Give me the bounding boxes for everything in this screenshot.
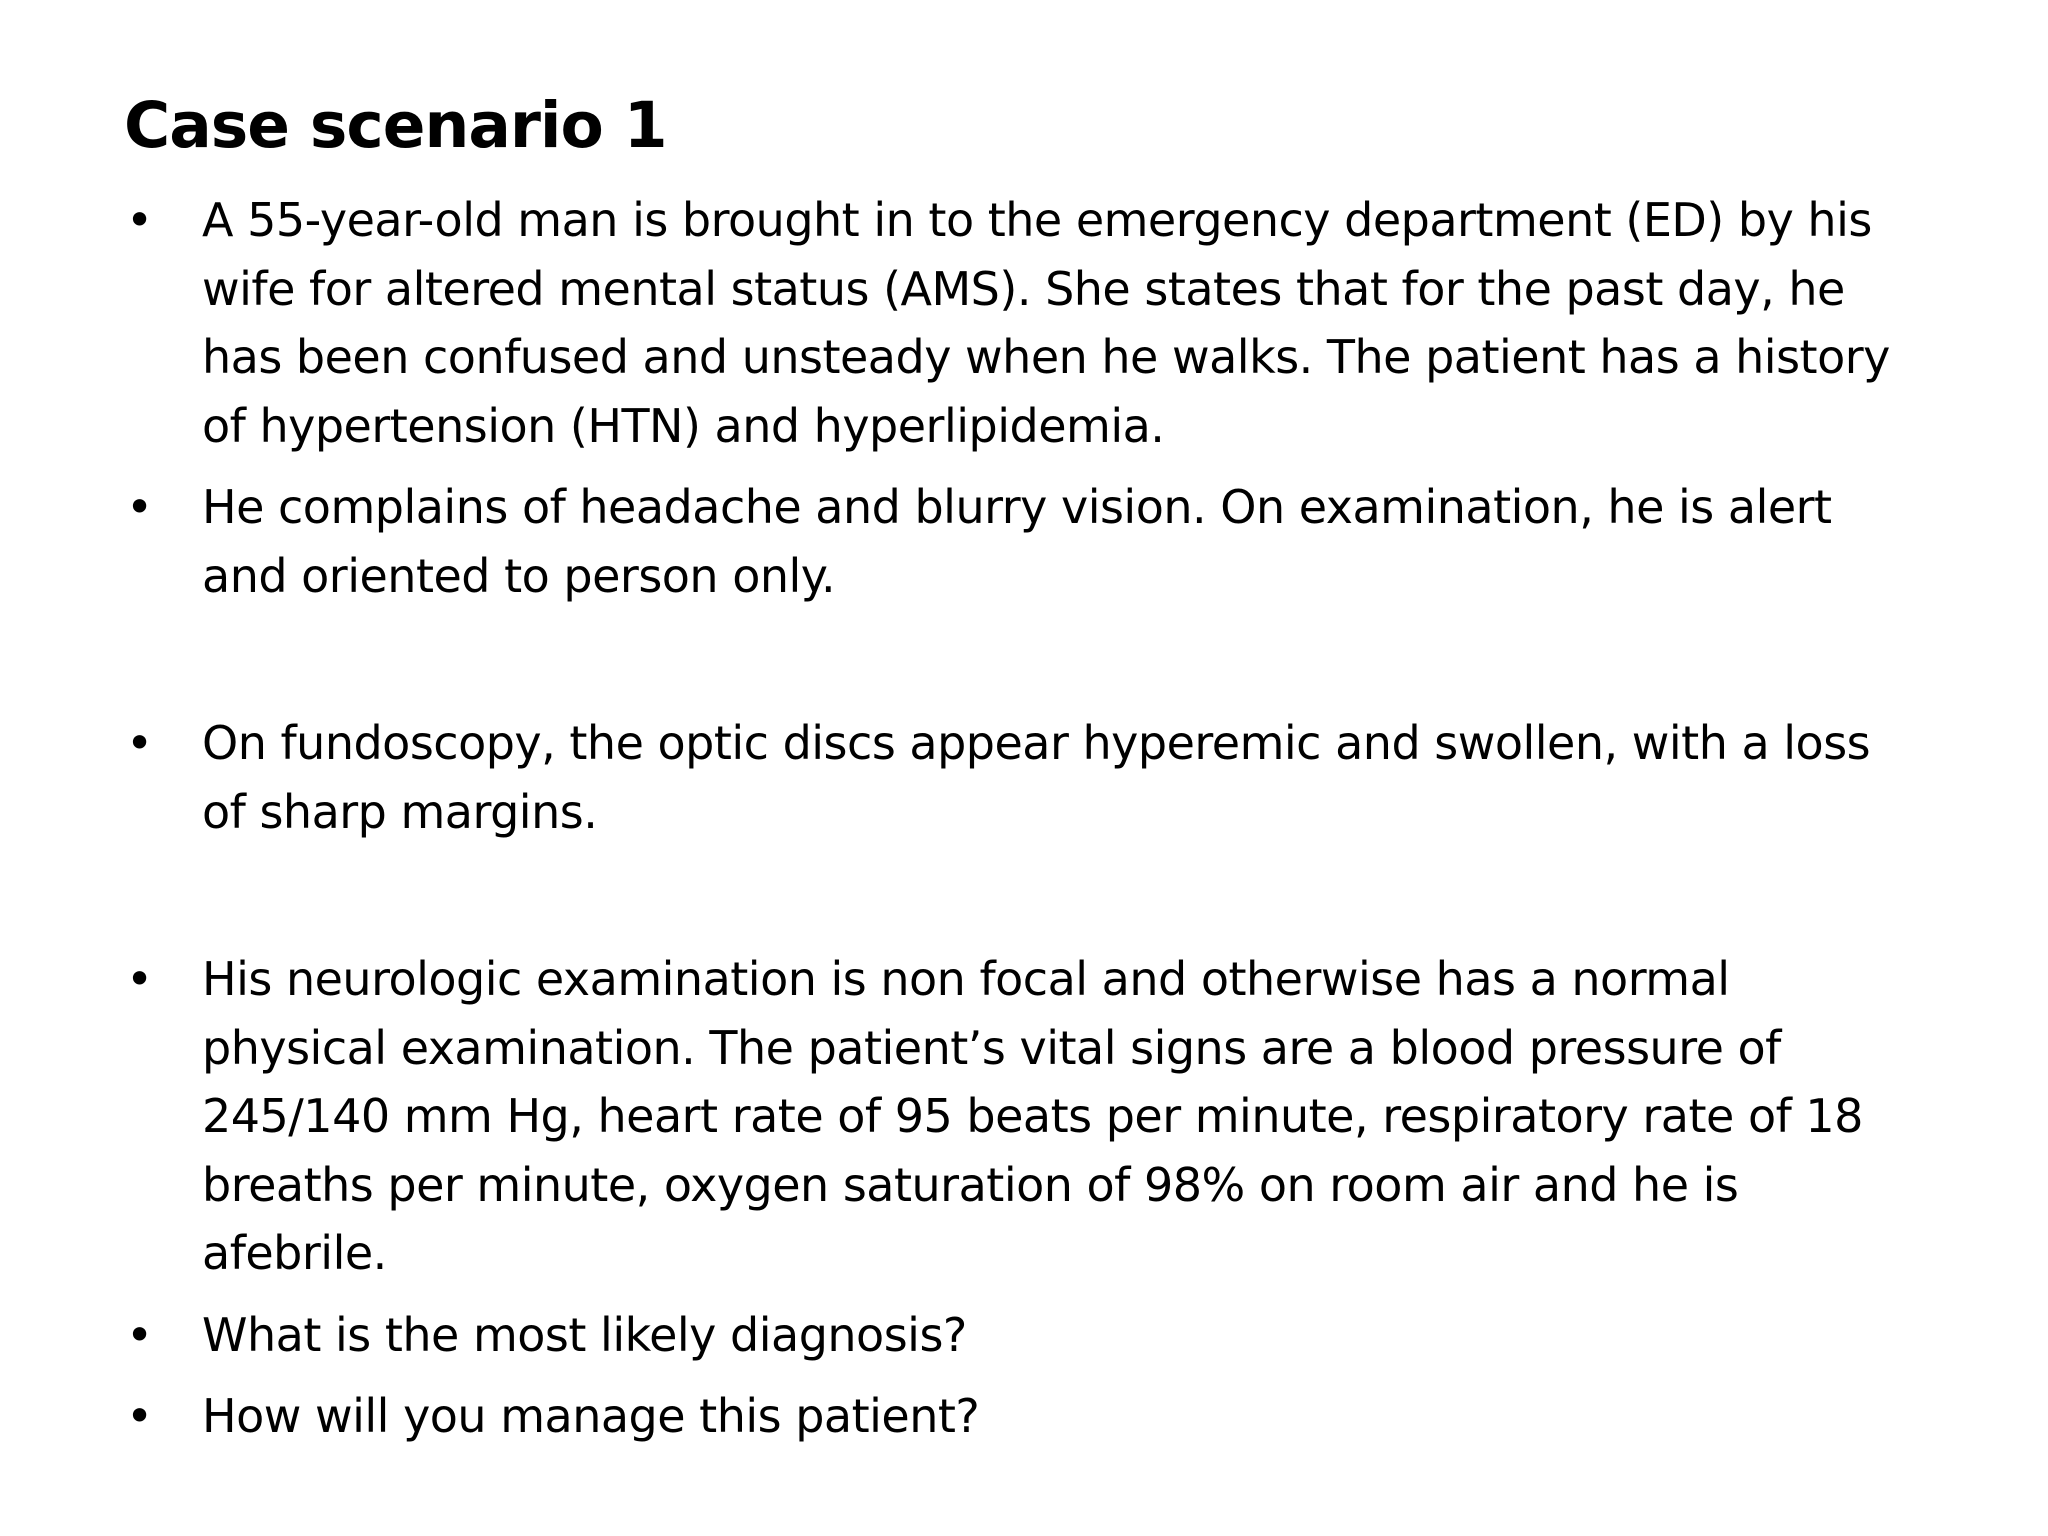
bullet-text-line: of hypertension (HTN) and hyperlipidemia. xyxy=(202,398,1165,453)
bullet-text-line: What is the most likely diagnosis? xyxy=(202,1307,967,1362)
bullet-dot: • xyxy=(126,1389,153,1443)
bullet-dot: • xyxy=(126,1307,153,1362)
bullet-item xyxy=(124,945,1964,1288)
bullet-item xyxy=(124,1301,1964,1370)
bullet-text-line: has been confused and unsteady when he walks. The patient has a history xyxy=(202,330,1890,384)
bullet-text-line: breaths per minute, oxygen saturation of 98% on room air and he is xyxy=(202,1157,1739,1212)
bullet-text-line: His neurologic examination is non focal and otherwise has a normal xyxy=(202,952,1730,1006)
bullet-list xyxy=(124,186,1964,1451)
slide-title: Case scenario 1 xyxy=(124,89,667,162)
bullet-text-line: He complains of headache and blurry vision. On examination, he is alert xyxy=(202,480,1832,534)
bullet-item xyxy=(124,1382,1964,1451)
bullet-text-line: physical examination. The patient’s vital signs are a blood pressure of xyxy=(202,1020,1781,1075)
bullet-text-line: of sharp margins. xyxy=(202,784,598,839)
bullet-text-line: wife for altered mental status (AMS). She states that for the past day, he xyxy=(202,261,1845,316)
bullet-text-line: afebrile. xyxy=(202,1226,387,1280)
bullet-dot: • xyxy=(126,480,153,534)
bullet-dot: • xyxy=(126,952,153,1006)
bullet-text-line: A 55-year-old man is brought in to the emergency department (ED) by his xyxy=(202,193,1872,247)
bullet-item xyxy=(124,709,1964,846)
bullet-text-line: and oriented to person only. xyxy=(202,548,836,603)
bullet-dot: • xyxy=(126,716,153,770)
bullet-text-line: On fundoscopy, the optic discs appear hyperemic and swollen, with a loss xyxy=(202,716,1871,770)
bullet-dot: • xyxy=(126,193,153,247)
bullet-item xyxy=(124,186,1964,460)
bullet-item xyxy=(124,473,1964,610)
bullet-text-line: How will you manage this patient? xyxy=(202,1389,980,1443)
bullet-text-line: 245/140 mm Hg, heart rate of 95 beats per minute, respiratory rate of 18 xyxy=(202,1089,1863,1143)
